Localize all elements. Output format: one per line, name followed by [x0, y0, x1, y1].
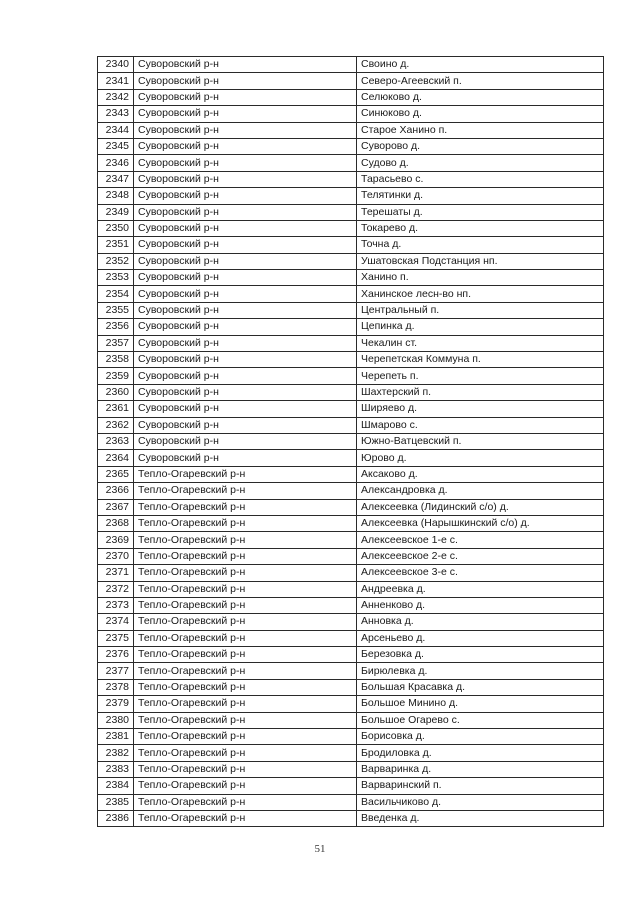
- table-row: [98, 106, 604, 122]
- table-row: [98, 515, 604, 531]
- row-number: 2369: [98, 532, 134, 548]
- row-number: 2343: [98, 106, 134, 122]
- row-number: 2372: [98, 581, 134, 597]
- settlement-cell: Алексеевское 3-е с.: [357, 565, 604, 581]
- table-row: [98, 565, 604, 581]
- table-row: [98, 73, 604, 89]
- settlement-cell: Чекалин ст.: [357, 335, 604, 351]
- district-cell: Суворовский р-н: [134, 335, 357, 351]
- settlement-cell: Большое Огарево с.: [357, 712, 604, 728]
- settlement-cell: Цепинка д.: [357, 319, 604, 335]
- row-number: 2347: [98, 171, 134, 187]
- settlement-cell: Борисовка д.: [357, 729, 604, 745]
- table-row: [98, 761, 604, 777]
- settlement-cell: Телятинки д.: [357, 188, 604, 204]
- settlement-cell: Синюково д.: [357, 106, 604, 122]
- row-number: 2384: [98, 778, 134, 794]
- table-row: [98, 548, 604, 564]
- row-number: 2353: [98, 270, 134, 286]
- table-row: [98, 597, 604, 613]
- table-row: [98, 810, 604, 826]
- row-number: 2361: [98, 401, 134, 417]
- district-cell: Тепло-Огаревский р-н: [134, 532, 357, 548]
- district-cell: Тепло-Огаревский р-н: [134, 778, 357, 794]
- district-cell: Тепло-Огаревский р-н: [134, 499, 357, 515]
- district-cell: Суворовский р-н: [134, 302, 357, 318]
- district-cell: Тепло-Огаревский р-н: [134, 696, 357, 712]
- settlement-cell: Алексеевское 2-е с.: [357, 548, 604, 564]
- district-cell: Суворовский р-н: [134, 450, 357, 466]
- district-cell: Тепло-Огаревский р-н: [134, 581, 357, 597]
- district-cell: Суворовский р-н: [134, 319, 357, 335]
- table-row: [98, 204, 604, 220]
- settlement-cell: Суворово д.: [357, 138, 604, 154]
- district-cell: Суворовский р-н: [134, 122, 357, 138]
- row-number: 2349: [98, 204, 134, 220]
- district-cell: Тепло-Огаревский р-н: [134, 761, 357, 777]
- district-cell: Тепло-Огаревский р-н: [134, 466, 357, 482]
- row-number: 2360: [98, 384, 134, 400]
- table-row: [98, 581, 604, 597]
- settlement-cell: Шахтерский п.: [357, 384, 604, 400]
- settlement-cell: Арсеньево д.: [357, 630, 604, 646]
- row-number: 2380: [98, 712, 134, 728]
- row-number: 2374: [98, 614, 134, 630]
- settlement-cell: Точна д.: [357, 237, 604, 253]
- district-cell: Суворовский р-н: [134, 237, 357, 253]
- district-cell: Тепло-Огаревский р-н: [134, 515, 357, 531]
- district-cell: Тепло-Огаревский р-н: [134, 630, 357, 646]
- settlement-cell: Тарасьево с.: [357, 171, 604, 187]
- district-cell: Суворовский р-н: [134, 417, 357, 433]
- row-number: 2341: [98, 73, 134, 89]
- district-cell: Суворовский р-н: [134, 57, 357, 73]
- district-cell: Суворовский р-н: [134, 204, 357, 220]
- row-number: 2386: [98, 810, 134, 826]
- district-cell: Суворовский р-н: [134, 171, 357, 187]
- district-cell: Тепло-Огаревский р-н: [134, 597, 357, 613]
- table-row: [98, 417, 604, 433]
- row-number: 2376: [98, 647, 134, 663]
- settlement-cell: Алексеевское 1-е с.: [357, 532, 604, 548]
- table-row: [98, 302, 604, 318]
- district-cell: Тепло-Огаревский р-н: [134, 679, 357, 695]
- row-number: 2346: [98, 155, 134, 171]
- table-row: [98, 270, 604, 286]
- settlement-cell: Аксаково д.: [357, 466, 604, 482]
- table-row: [98, 286, 604, 302]
- settlement-cell: Анновка д.: [357, 614, 604, 630]
- settlement-cell: Анненково д.: [357, 597, 604, 613]
- row-number: 2385: [98, 794, 134, 810]
- settlement-cell: Бродиловка д.: [357, 745, 604, 761]
- table-row: [98, 401, 604, 417]
- district-cell: Суворовский р-н: [134, 89, 357, 105]
- table-row: [98, 778, 604, 794]
- table-row: [98, 466, 604, 482]
- row-number: 2368: [98, 515, 134, 531]
- row-number: 2366: [98, 483, 134, 499]
- table-row: [98, 319, 604, 335]
- settlement-cell: Центральный п.: [357, 302, 604, 318]
- settlement-cell: Черепетская Коммуна п.: [357, 352, 604, 368]
- district-cell: Суворовский р-н: [134, 384, 357, 400]
- district-cell: Тепло-Огаревский р-н: [134, 614, 357, 630]
- row-number: 2381: [98, 729, 134, 745]
- district-cell: Суворовский р-н: [134, 433, 357, 449]
- row-number: 2359: [98, 368, 134, 384]
- row-number: 2344: [98, 122, 134, 138]
- district-cell: Суворовский р-н: [134, 220, 357, 236]
- row-number: 2362: [98, 417, 134, 433]
- row-number: 2379: [98, 696, 134, 712]
- row-number: 2345: [98, 138, 134, 154]
- table-row: [98, 663, 604, 679]
- district-cell: Тепло-Огаревский р-н: [134, 712, 357, 728]
- settlement-cell: Шмарово с.: [357, 417, 604, 433]
- table-row: [98, 745, 604, 761]
- settlement-cell: Терешаты д.: [357, 204, 604, 220]
- settlement-cell: Ушатовская Подстанция нп.: [357, 253, 604, 269]
- row-number: 2342: [98, 89, 134, 105]
- row-number: 2373: [98, 597, 134, 613]
- table-row: [98, 220, 604, 236]
- settlement-cell: Ханинское лесн-во нп.: [357, 286, 604, 302]
- table-row: [98, 253, 604, 269]
- table-row: [98, 794, 604, 810]
- table-body: [98, 57, 604, 827]
- row-number: 2340: [98, 57, 134, 73]
- table-row: [98, 712, 604, 728]
- settlement-cell: Старое Ханино п.: [357, 122, 604, 138]
- table-row: [98, 433, 604, 449]
- table-row: [98, 138, 604, 154]
- row-number: 2365: [98, 466, 134, 482]
- table-row: [98, 532, 604, 548]
- settlement-cell: Судово д.: [357, 155, 604, 171]
- row-number: 2356: [98, 319, 134, 335]
- settlement-cell: Алексеевка (Нарышкинский с/о) д.: [357, 515, 604, 531]
- table-row: [98, 679, 604, 695]
- district-cell: Суворовский р-н: [134, 401, 357, 417]
- settlement-cell: Юрово д.: [357, 450, 604, 466]
- row-number: 2377: [98, 663, 134, 679]
- district-cell: Суворовский р-н: [134, 155, 357, 171]
- settlement-cell: Селюково д.: [357, 89, 604, 105]
- settlement-cell: Северо-Агеевский п.: [357, 73, 604, 89]
- district-cell: Суворовский р-н: [134, 138, 357, 154]
- table-row: [98, 696, 604, 712]
- table-row: [98, 171, 604, 187]
- table-row: [98, 630, 604, 646]
- table-row: [98, 335, 604, 351]
- district-cell: Тепло-Огаревский р-н: [134, 647, 357, 663]
- table-row: [98, 57, 604, 73]
- settlement-cell: Большая Красавка д.: [357, 679, 604, 695]
- table-row: [98, 614, 604, 630]
- row-number: 2371: [98, 565, 134, 581]
- row-number: 2358: [98, 352, 134, 368]
- row-number: 2352: [98, 253, 134, 269]
- row-number: 2354: [98, 286, 134, 302]
- table-row: [98, 647, 604, 663]
- settlement-cell: Березовка д.: [357, 647, 604, 663]
- district-cell: Суворовский р-н: [134, 106, 357, 122]
- settlements-table: [97, 56, 604, 827]
- settlement-cell: Токарево д.: [357, 220, 604, 236]
- page-number: 51: [314, 843, 326, 855]
- district-cell: Тепло-Огаревский р-н: [134, 548, 357, 564]
- district-cell: Тепло-Огаревский р-н: [134, 745, 357, 761]
- row-number: 2348: [98, 188, 134, 204]
- district-cell: Суворовский р-н: [134, 270, 357, 286]
- district-cell: Суворовский р-н: [134, 73, 357, 89]
- settlement-cell: Александровка д.: [357, 483, 604, 499]
- district-cell: Тепло-Огаревский р-н: [134, 483, 357, 499]
- district-cell: Тепло-Огаревский р-н: [134, 729, 357, 745]
- row-number: 2355: [98, 302, 134, 318]
- table-row: [98, 499, 604, 515]
- settlement-cell: Южно-Ватцевский п.: [357, 433, 604, 449]
- row-number: 2357: [98, 335, 134, 351]
- table-row: [98, 352, 604, 368]
- settlement-cell: Ширяево д.: [357, 401, 604, 417]
- settlement-cell: Варваринка д.: [357, 761, 604, 777]
- settlement-cell: Введенка д.: [357, 810, 604, 826]
- table-row: [98, 384, 604, 400]
- settlement-cell: Большое Минино д.: [357, 696, 604, 712]
- row-number: 2382: [98, 745, 134, 761]
- settlement-cell: Бирюлевка д.: [357, 663, 604, 679]
- table-row: [98, 729, 604, 745]
- settlement-cell: Варваринский п.: [357, 778, 604, 794]
- district-cell: Суворовский р-н: [134, 286, 357, 302]
- row-number: 2350: [98, 220, 134, 236]
- district-cell: Суворовский р-н: [134, 352, 357, 368]
- district-cell: Тепло-Огаревский р-н: [134, 663, 357, 679]
- district-cell: Тепло-Огаревский р-н: [134, 810, 357, 826]
- district-cell: Тепло-Огаревский р-н: [134, 794, 357, 810]
- settlement-cell: Черепеть п.: [357, 368, 604, 384]
- row-number: 2367: [98, 499, 134, 515]
- district-cell: Суворовский р-н: [134, 188, 357, 204]
- row-number: 2375: [98, 630, 134, 646]
- district-cell: Суворовский р-н: [134, 253, 357, 269]
- table-row: [98, 188, 604, 204]
- row-number: 2370: [98, 548, 134, 564]
- settlement-cell: Ханино п.: [357, 270, 604, 286]
- row-number: 2378: [98, 679, 134, 695]
- district-cell: Суворовский р-н: [134, 368, 357, 384]
- settlement-cell: Своино д.: [357, 57, 604, 73]
- table-row: [98, 89, 604, 105]
- row-number: 2364: [98, 450, 134, 466]
- settlement-cell: Алексеевка (Лидинский с/о) д.: [357, 499, 604, 515]
- row-number: 2363: [98, 433, 134, 449]
- settlement-cell: Андреевка д.: [357, 581, 604, 597]
- table-row: [98, 450, 604, 466]
- row-number: 2351: [98, 237, 134, 253]
- settlement-cell: Васильчиково д.: [357, 794, 604, 810]
- table-row: [98, 155, 604, 171]
- table-row: [98, 483, 604, 499]
- table-row: [98, 368, 604, 384]
- table-row: [98, 122, 604, 138]
- row-number: 2383: [98, 761, 134, 777]
- district-cell: Тепло-Огаревский р-н: [134, 565, 357, 581]
- table-row: [98, 237, 604, 253]
